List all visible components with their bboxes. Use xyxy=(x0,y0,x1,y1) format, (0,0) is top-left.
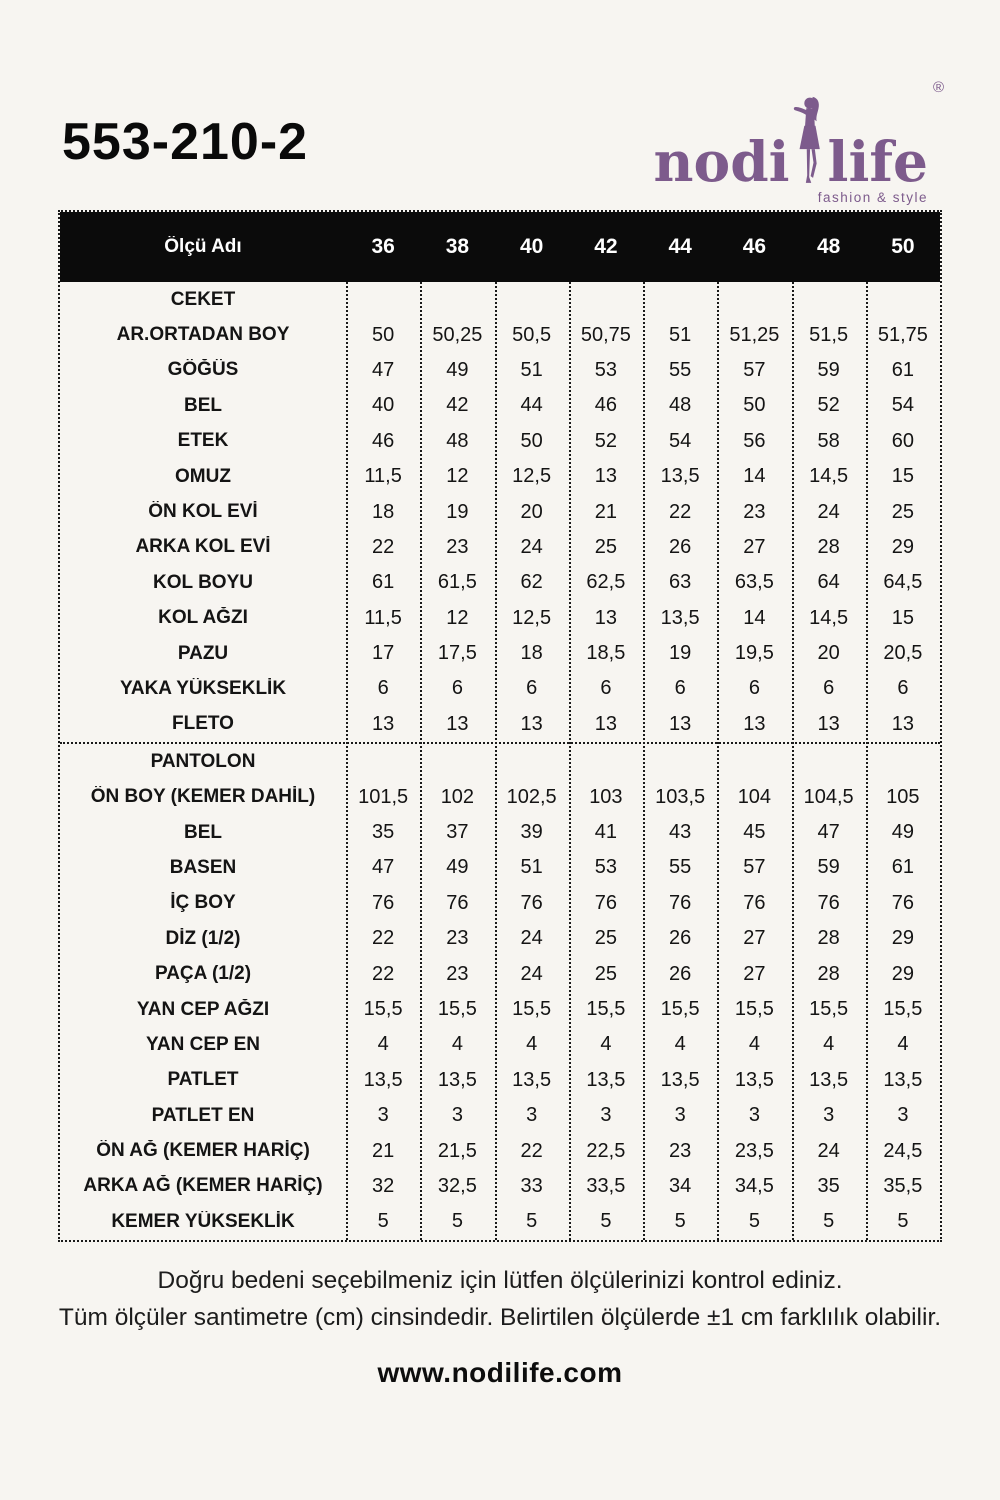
brand-name-left: nodi xyxy=(653,129,790,194)
row-label: BASEN xyxy=(169,856,237,878)
value-cell: 13,5 xyxy=(437,1068,477,1091)
row-label: BEL xyxy=(184,394,222,416)
value-cell: 3 xyxy=(674,1104,686,1127)
value-cell: 51,75 xyxy=(877,323,928,346)
value-cell: 50 xyxy=(520,429,543,452)
value-cell: 13 xyxy=(446,712,469,735)
value-cell: 22,5 xyxy=(586,1139,626,1162)
value-cell: 4 xyxy=(526,1033,538,1056)
value-cell: 37 xyxy=(446,821,469,844)
value-cell: 29 xyxy=(891,962,914,985)
value-cell: 35 xyxy=(372,821,395,844)
column-header-size: 48 xyxy=(816,235,841,258)
note-line-1: Doğru bedeni seçebilmeniz için lütfen ölçülerinizi kontrol ediniz. xyxy=(157,1267,843,1294)
value-cell: 6 xyxy=(674,677,686,700)
value-cell: 12 xyxy=(446,465,469,488)
column-header-size: 44 xyxy=(668,235,692,258)
value-cell: 22 xyxy=(520,1139,543,1162)
website-url: www.nodilife.com xyxy=(377,1357,623,1388)
value-cell: 34 xyxy=(669,1174,692,1197)
value-cell: 13,5 xyxy=(809,1068,849,1091)
row-label: BEL xyxy=(184,821,222,843)
value-cell: 104 xyxy=(737,785,772,808)
value-cell: 25 xyxy=(594,927,617,950)
row-label: ETEK xyxy=(177,430,229,452)
value-cell: 4 xyxy=(748,1033,760,1056)
value-cell: 40 xyxy=(372,394,395,417)
value-cell: 53 xyxy=(594,856,617,879)
value-cell: 53 xyxy=(594,358,617,381)
value-cell: 6 xyxy=(897,677,909,700)
value-cell: 33,5 xyxy=(586,1174,626,1197)
value-cell: 76 xyxy=(446,891,469,914)
value-cell: 28 xyxy=(817,927,840,950)
value-cell: 47 xyxy=(372,358,395,381)
product-code: 553-210-2 xyxy=(62,113,309,171)
row-label: YAN CEP EN xyxy=(145,1033,261,1055)
value-cell: 43 xyxy=(669,821,692,844)
value-cell: 17,5 xyxy=(437,642,477,665)
value-cell: 6 xyxy=(600,677,612,700)
column-header-label: Ölçü Adı xyxy=(164,236,242,257)
value-cell: 22 xyxy=(372,927,395,950)
value-cell: 63,5 xyxy=(734,571,774,594)
value-cell: 6 xyxy=(526,677,538,700)
value-cell: 13,5 xyxy=(586,1068,626,1091)
value-cell: 102,5 xyxy=(506,785,557,808)
value-cell: 57 xyxy=(743,856,766,879)
value-cell: 3 xyxy=(377,1104,389,1127)
value-cell: 5 xyxy=(674,1210,686,1233)
value-cell: 13 xyxy=(520,712,543,735)
row-label: PATLET EN xyxy=(151,1104,255,1126)
row-label: YAKA YÜKSEKLİK xyxy=(119,677,287,699)
value-cell: 4 xyxy=(897,1033,909,1056)
row-label: ÖN KOL EVİ xyxy=(148,501,258,523)
value-cell: 51 xyxy=(520,856,543,879)
value-cell: 5 xyxy=(377,1210,389,1233)
value-cell: 35 xyxy=(817,1174,840,1197)
value-cell: 15,5 xyxy=(734,998,774,1020)
value-cell: 22 xyxy=(372,535,395,558)
value-cell: 18 xyxy=(520,642,543,665)
value-cell: 50,75 xyxy=(580,323,631,346)
table-header-row xyxy=(60,212,940,282)
value-cell: 21 xyxy=(372,1139,395,1162)
value-cell: 24 xyxy=(520,927,543,950)
value-cell: 23 xyxy=(446,962,469,985)
value-cell: 13 xyxy=(817,712,840,735)
value-cell: 3 xyxy=(897,1104,909,1127)
value-cell: 12,5 xyxy=(512,606,552,629)
column-header-size: 38 xyxy=(445,235,470,258)
row-label: PATLET xyxy=(167,1069,239,1091)
value-cell: 46 xyxy=(594,394,617,417)
value-cell: 76 xyxy=(520,891,543,914)
value-cell: 64,5 xyxy=(883,571,923,594)
value-cell: 5 xyxy=(748,1210,760,1233)
value-cell: 26 xyxy=(669,962,692,985)
value-cell: 25 xyxy=(594,962,617,985)
value-cell: 55 xyxy=(669,358,692,381)
value-cell: 15 xyxy=(891,465,914,488)
value-cell: 51 xyxy=(520,358,543,381)
value-cell: 20 xyxy=(520,500,543,523)
value-cell: 21,5 xyxy=(437,1139,477,1162)
value-cell: 24 xyxy=(520,962,543,985)
value-cell: 54 xyxy=(891,394,914,417)
value-cell: 15,5 xyxy=(660,998,700,1020)
value-cell: 4 xyxy=(600,1033,612,1056)
value-cell: 25 xyxy=(891,500,914,523)
value-cell: 15,5 xyxy=(883,998,923,1020)
table-section xyxy=(60,742,940,1239)
value-cell: 29 xyxy=(891,535,914,558)
brand-logo xyxy=(653,79,944,205)
value-cell: 6 xyxy=(748,677,760,700)
value-cell: 20 xyxy=(817,642,840,665)
value-cell: 13,5 xyxy=(363,1068,403,1091)
value-cell: 3 xyxy=(526,1104,538,1127)
value-cell: 15,5 xyxy=(809,998,849,1020)
value-cell: 6 xyxy=(377,677,389,700)
value-cell: 23 xyxy=(446,535,469,558)
value-cell: 60 xyxy=(891,429,914,452)
value-cell: 3 xyxy=(451,1104,463,1127)
value-cell: 76 xyxy=(669,891,692,914)
registered-trademark-icon: ® xyxy=(932,79,944,96)
row-label: FLETO xyxy=(172,713,234,735)
value-cell: 28 xyxy=(817,962,840,985)
value-cell: 13 xyxy=(594,712,617,735)
value-cell: 4 xyxy=(674,1033,686,1056)
value-cell: 4 xyxy=(823,1033,835,1056)
value-cell: 13 xyxy=(669,712,692,735)
section-title: CEKET xyxy=(170,288,236,310)
value-cell: 14,5 xyxy=(809,465,849,488)
row-label: KEMER YÜKSEKLİK xyxy=(111,1210,295,1232)
value-cell: 32,5 xyxy=(437,1174,477,1197)
value-cell: 59 xyxy=(817,358,840,381)
value-cell: 24,5 xyxy=(883,1139,923,1162)
value-cell: 51,25 xyxy=(729,323,780,346)
size-table xyxy=(58,210,942,1242)
row-label: PAÇA (1/2) xyxy=(154,963,252,985)
value-cell: 27 xyxy=(743,962,766,985)
value-cell: 13 xyxy=(743,712,766,735)
value-cell: 13,5 xyxy=(660,606,700,629)
value-cell: 11,5 xyxy=(364,606,402,629)
value-cell: 61,5 xyxy=(437,571,477,594)
value-cell: 45 xyxy=(743,821,766,844)
value-cell: 51,5 xyxy=(809,323,849,346)
value-cell: 19 xyxy=(446,500,469,523)
value-cell: 21 xyxy=(594,500,617,523)
value-cell: 15,5 xyxy=(363,998,403,1020)
value-cell: 13 xyxy=(594,606,617,629)
value-cell: 52 xyxy=(594,429,617,452)
value-cell: 59 xyxy=(817,856,840,879)
value-cell: 76 xyxy=(891,891,914,914)
value-cell: 11,5 xyxy=(364,465,402,488)
value-cell: 50 xyxy=(743,394,766,417)
table-body xyxy=(60,282,940,1240)
value-cell: 103 xyxy=(589,785,623,808)
value-cell: 23 xyxy=(743,500,766,523)
value-cell: 76 xyxy=(743,891,766,914)
value-cell: 46 xyxy=(372,429,395,452)
value-cell: 13,5 xyxy=(660,465,700,488)
value-cell: 26 xyxy=(669,927,692,950)
value-cell: 22 xyxy=(669,500,692,523)
value-cell: 51 xyxy=(669,323,692,346)
value-cell: 49 xyxy=(446,358,469,381)
value-cell: 3 xyxy=(600,1104,612,1127)
row-label: İÇ BOY xyxy=(170,892,236,914)
row-label: KOL BOYU xyxy=(153,571,253,593)
value-cell: 18,5 xyxy=(586,642,626,665)
value-cell: 19 xyxy=(669,642,692,665)
value-cell: 55 xyxy=(669,856,692,879)
value-cell: 50 xyxy=(372,323,395,346)
value-cell: 4 xyxy=(377,1033,389,1056)
column-header-size: 50 xyxy=(891,235,915,258)
value-cell: 23 xyxy=(446,927,469,950)
value-cell: 23,5 xyxy=(734,1139,774,1162)
value-cell: 13 xyxy=(891,712,914,735)
value-cell: 13,5 xyxy=(512,1068,552,1091)
value-cell: 14 xyxy=(743,465,766,488)
brand-tagline: fashion & style xyxy=(817,190,928,205)
value-cell: 103,5 xyxy=(655,785,706,808)
value-cell: 76 xyxy=(594,891,617,914)
value-cell: 3 xyxy=(823,1104,835,1127)
value-cell: 105 xyxy=(886,785,920,808)
value-cell: 24 xyxy=(520,535,543,558)
column-header-size: 40 xyxy=(519,235,544,258)
value-cell: 14,5 xyxy=(809,606,849,629)
value-cell: 5 xyxy=(451,1210,463,1233)
woman-silhouette-icon xyxy=(791,96,827,186)
value-cell: 29 xyxy=(891,927,914,950)
value-cell: 15,5 xyxy=(437,998,477,1020)
table-section xyxy=(60,282,940,742)
value-cell: 58 xyxy=(817,429,840,452)
column-header-size: 42 xyxy=(594,235,618,258)
value-cell: 34,5 xyxy=(734,1174,774,1197)
row-label: DİZ (1/2) xyxy=(165,927,241,949)
value-cell: 47 xyxy=(817,821,840,844)
value-cell: 25 xyxy=(594,535,617,558)
value-cell: 13,5 xyxy=(660,1068,700,1091)
value-cell: 50,5 xyxy=(512,323,552,346)
value-cell: 101,5 xyxy=(358,785,409,808)
value-cell: 56 xyxy=(743,429,766,452)
value-cell: 14 xyxy=(743,606,766,629)
value-cell: 49 xyxy=(446,856,469,879)
value-cell: 6 xyxy=(823,677,835,700)
value-cell: 49 xyxy=(891,821,914,844)
value-cell: 61 xyxy=(372,571,395,594)
value-cell: 15,5 xyxy=(586,998,626,1020)
value-cell: 17 xyxy=(372,642,395,665)
value-cell: 48 xyxy=(669,394,692,417)
row-label: GÖĞÜS xyxy=(167,359,239,381)
value-cell: 32 xyxy=(372,1174,395,1197)
value-cell: 13 xyxy=(372,712,395,735)
value-cell: 61 xyxy=(891,358,914,381)
value-cell: 12 xyxy=(446,606,469,629)
value-cell: 24 xyxy=(817,500,840,523)
value-cell: 3 xyxy=(748,1104,760,1127)
value-cell: 6 xyxy=(451,677,463,700)
value-cell: 104,5 xyxy=(803,785,854,808)
row-label: PAZU xyxy=(177,642,229,664)
value-cell: 5 xyxy=(600,1210,612,1233)
value-cell: 76 xyxy=(817,891,840,914)
value-cell: 20,5 xyxy=(883,642,923,665)
value-cell: 61 xyxy=(891,856,914,879)
value-cell: 54 xyxy=(669,429,692,452)
value-cell: 27 xyxy=(743,535,766,558)
value-cell: 39 xyxy=(520,821,543,844)
value-cell: 27 xyxy=(743,927,766,950)
value-cell: 15 xyxy=(891,606,914,629)
column-header-size: 46 xyxy=(742,235,767,258)
value-cell: 15,5 xyxy=(512,998,552,1020)
value-cell: 50,25 xyxy=(432,323,483,346)
value-cell: 47 xyxy=(372,856,395,879)
value-cell: 35,5 xyxy=(883,1174,923,1197)
row-label: ARKA KOL EVİ xyxy=(135,536,271,558)
value-cell: 28 xyxy=(817,535,840,558)
value-cell: 5 xyxy=(823,1210,835,1233)
value-cell: 102 xyxy=(440,785,475,808)
value-cell: 41 xyxy=(594,821,617,844)
row-label: ÖN AĞ (KEMER HARİÇ) xyxy=(96,1140,310,1162)
value-cell: 18 xyxy=(372,500,395,523)
value-cell: 4 xyxy=(451,1033,463,1056)
value-cell: 64 xyxy=(817,571,840,594)
row-label: KOL AĞZI xyxy=(158,607,248,629)
value-cell: 5 xyxy=(897,1210,909,1233)
value-cell: 26 xyxy=(669,535,692,558)
section-title: PANTOLON xyxy=(150,750,256,772)
value-cell: 22 xyxy=(372,962,395,985)
value-cell: 23 xyxy=(669,1139,692,1162)
brand-name-right: life xyxy=(827,129,928,194)
value-cell: 52 xyxy=(817,394,840,417)
row-label: ARKA AĞ (KEMER HARİÇ) xyxy=(83,1175,323,1197)
value-cell: 12,5 xyxy=(512,465,552,488)
value-cell: 62 xyxy=(520,571,543,594)
value-cell: 13,5 xyxy=(734,1068,774,1091)
value-cell: 44 xyxy=(520,394,543,417)
row-label: YAN CEP AĞZI xyxy=(136,998,270,1020)
value-cell: 5 xyxy=(526,1210,538,1233)
value-cell: 42 xyxy=(446,394,469,417)
value-cell: 33 xyxy=(520,1174,543,1197)
value-cell: 76 xyxy=(372,891,395,914)
value-cell: 57 xyxy=(743,358,766,381)
footer-note xyxy=(0,1262,1000,1336)
row-label: AR.ORTADAN BOY xyxy=(116,324,290,346)
value-cell: 48 xyxy=(446,429,469,452)
row-label: OMUZ xyxy=(175,465,231,487)
value-cell: 13 xyxy=(594,465,617,488)
value-cell: 24 xyxy=(817,1139,840,1162)
value-cell: 63 xyxy=(669,571,692,594)
note-line-2: Tüm ölçüler santimetre (cm) cinsindedir. Belirtilen ölçülerde ±1 cm farklılık olabilir. xyxy=(58,1304,942,1331)
value-cell: 13,5 xyxy=(883,1068,923,1091)
column-header-size: 36 xyxy=(371,235,395,258)
value-cell: 62,5 xyxy=(586,571,626,594)
value-cell: 19,5 xyxy=(734,642,774,665)
row-label: ÖN BOY (KEMER DAHİL) xyxy=(90,786,316,808)
